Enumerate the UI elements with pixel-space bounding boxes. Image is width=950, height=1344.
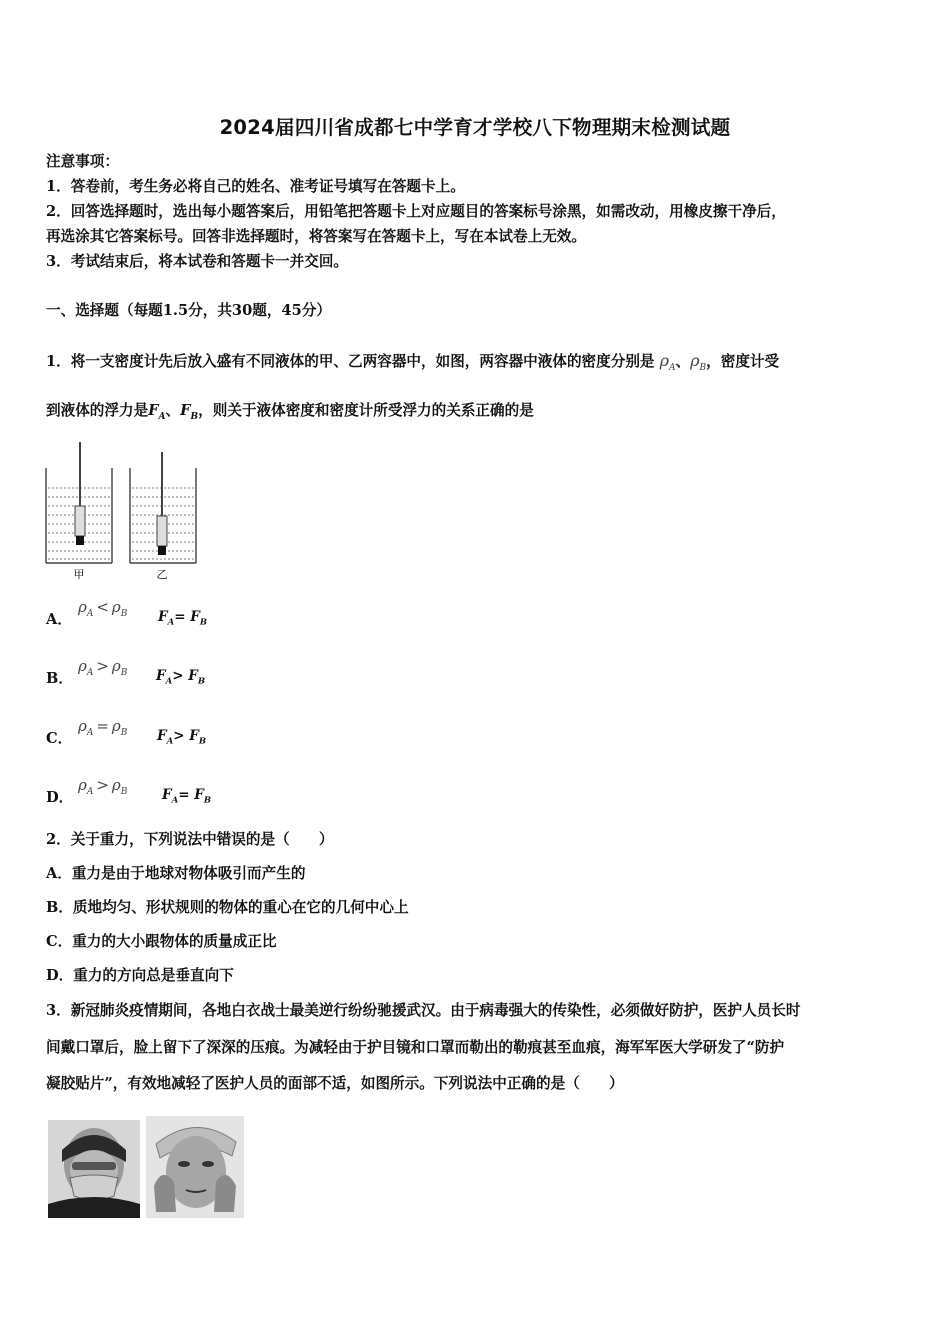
q2-stem: 2．关于重力，下列说法中错误的是（ ）: [46, 831, 334, 848]
photo-masked-worker: [48, 1120, 140, 1218]
q1-stem-line2: [46, 401, 534, 427]
notice-item-1: 1．答卷前，考生务必将自己的姓名、准考证号填写在答题卡上。: [46, 178, 465, 195]
page-title: 2024届四川省成都七中学育才学校八下物理期末检测试题: [219, 116, 731, 139]
section-heading: 一、选择题（每题1.5分，共30题，45分）: [46, 302, 331, 319]
rho-a: $\rho_A$: [659, 351, 676, 374]
notice-item-2-cont: 再选涂其它答案标号。回答非选择题时，将答案写在答题卡上，写在本试卷上无效。: [46, 228, 586, 245]
q3-stem-line2: 间戴口罩后，脸上留下了深深的压痕。为减轻由于护目镜和口罩而勒出的勒痕甚至血痕，海军军医大学研发了“防护: [46, 1039, 785, 1056]
option-force-relation: $F_A= F_B$: [158, 609, 207, 628]
option-density-relation: $\rho_A = \rho_B$: [78, 717, 128, 738]
force-b: $F_B$: [180, 402, 199, 422]
option-force-relation: $F_A> F_B$: [157, 728, 206, 747]
notice-heading: 注意事项：: [46, 153, 119, 170]
option-label: D．: [46, 789, 74, 806]
hydrometer-figure: [40, 438, 210, 583]
photo-face-with-gel-patch: [146, 1116, 244, 1218]
rho-b: $\rho_B$: [690, 351, 707, 374]
q1-text-b: ，密度计受: [706, 353, 780, 370]
option-density-relation: $\rho_A < \rho_B$: [78, 598, 128, 619]
q2-option-a[interactable]: A．重力是由于地球对物体吸引而产生的: [46, 865, 306, 882]
option-density-relation: $\rho_A > \rho_B$: [78, 776, 128, 797]
force-a: $F_A$: [148, 402, 166, 422]
option-label: C．: [46, 730, 73, 747]
q1-text-a: 1．将一支密度计先后放入盛有不同液体的甲、乙两容器中，如图，两容器中液体的密度分别是: [46, 353, 655, 370]
option-force-relation: $F_A> F_B$: [156, 668, 205, 687]
q1-text-c: 到液体的浮力是: [46, 402, 149, 419]
q3-stem-line1: 3．新冠肺炎疫情期间，各地白衣战士最美逆行纷纷驰援武汉。由于病毒强大的传染性，必须做好防护，医护人员长时: [46, 1002, 801, 1019]
notice-item-3: 3．考试结束后，将本试卷和答题卡一并交回。: [46, 253, 349, 270]
option-label: B．: [46, 670, 73, 687]
q1-text-d: ，则关于液体密度和密度计所受浮力的关系正确的是: [198, 402, 534, 419]
q2-option-b[interactable]: B．质地均匀、形状规则的物体的重心在它的几何中心上: [46, 899, 409, 916]
notice-item-2: 2．回答选择题时，选出每小题答案后，用铅笔把答题卡上对应题目的答案标号涂黑，如需改动，用橡皮擦干净后，: [46, 203, 786, 220]
figure-label-jia: 甲: [73, 568, 85, 581]
q1-stem-line1: [46, 351, 779, 378]
option-force-relation: $F_A= F_B$: [162, 787, 211, 806]
q2-option-c[interactable]: C．重力的大小跟物体的质量成正比: [46, 933, 277, 950]
q2-option-d[interactable]: D．重力的方向总是垂直向下: [46, 967, 234, 984]
q3-stem-line3: 凝胶贴片”，有效地减轻了医护人员的面部不适，如图所示。下列说法中正确的是（ ）: [46, 1075, 624, 1092]
figure-label-yi: 乙: [156, 568, 168, 581]
option-label: A．: [46, 611, 72, 628]
q1-comma: 、: [165, 402, 181, 419]
option-density-relation: $\rho_A > \rho_B$: [78, 657, 128, 678]
container-yi: [130, 452, 196, 563]
q1-sep: 、: [675, 353, 691, 370]
container-jia: [46, 442, 112, 563]
